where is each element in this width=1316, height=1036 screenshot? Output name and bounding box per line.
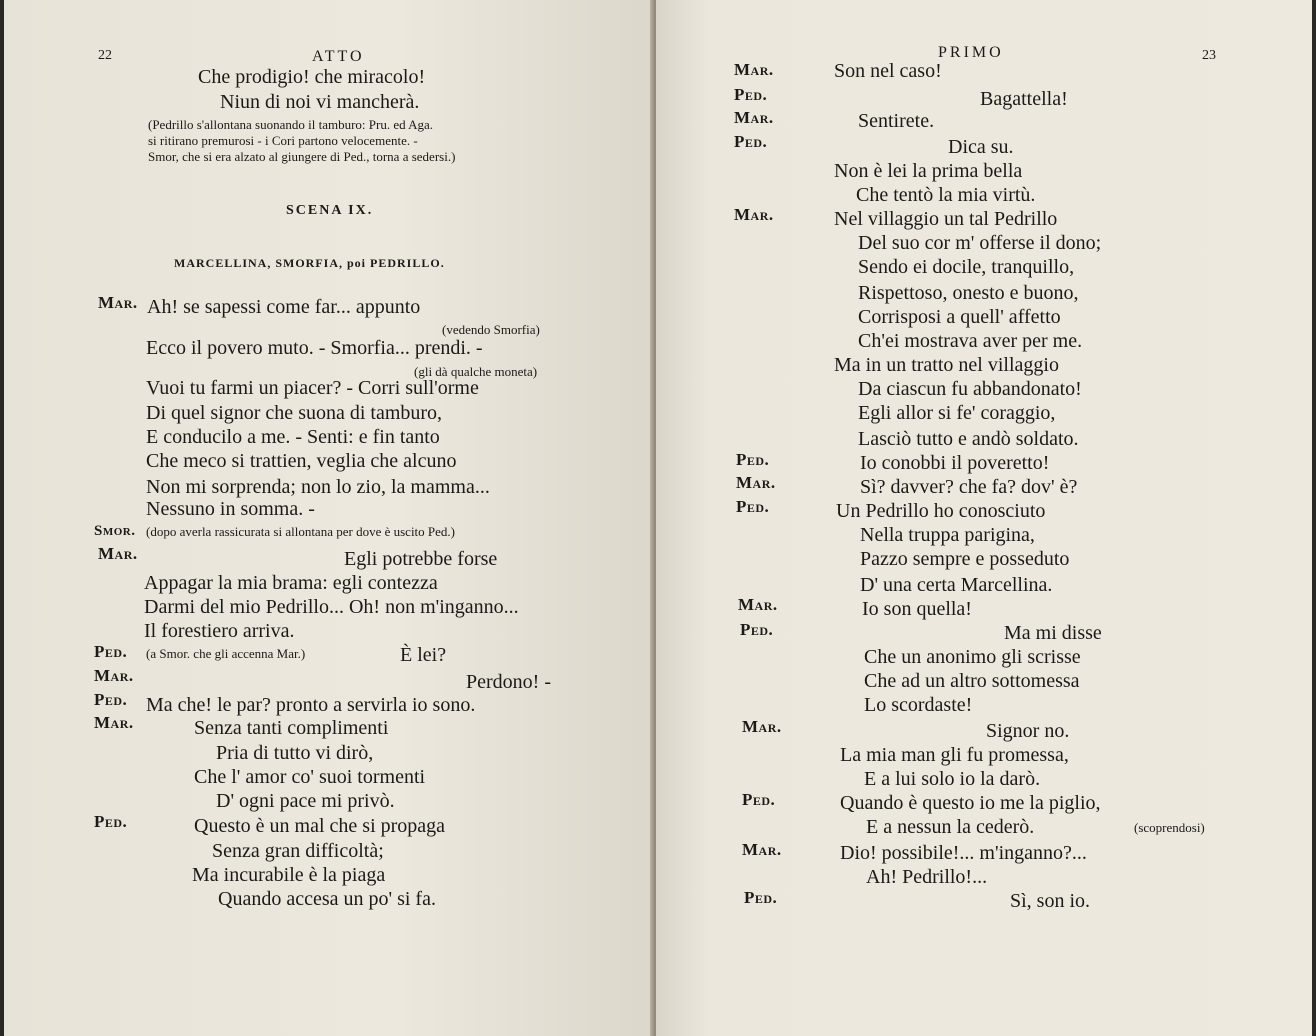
verse-line: Quando accesa un po' si fa.	[218, 888, 436, 910]
verse-line: Egli potrebbe forse	[344, 548, 498, 570]
stage-direction: (dopo averla rassicurata si allontana per dove è uscito Ped.)	[146, 524, 455, 539]
verse-line: Che meco si trattien, veglia che alcuno	[146, 450, 457, 472]
left-page	[4, 0, 654, 1036]
verse-line: Ecco il povero muto. - Smorfia... prendi. -	[146, 337, 483, 359]
verse-line: Quando è questo io me la piglio,	[840, 792, 1101, 814]
verse-line: Perdono! -	[466, 671, 551, 693]
verse-line: Che un anonimo gli scrisse	[864, 646, 1081, 668]
speaker-label: Mar.	[94, 666, 134, 685]
verse-line: Dica su.	[948, 136, 1014, 158]
speaker-label: Ped.	[736, 450, 770, 469]
verse-line: Io son quella!	[862, 598, 972, 620]
speaker-label: Mar.	[742, 840, 782, 859]
speaker-label: Ped.	[94, 812, 128, 831]
verse-line: Sì? davver? che fa? dov' è?	[860, 476, 1078, 498]
speaker-label: Smor.	[94, 523, 136, 539]
verse-line: Questo è un mal che si propaga	[194, 815, 446, 837]
speaker-label: Ped.	[94, 642, 128, 661]
running-head: PRIMO	[938, 44, 1004, 61]
stage-direction: (a Smor. che gli accenna Mar.)	[146, 646, 306, 661]
verse-line: Sentirete.	[858, 110, 935, 132]
verse-line: Sì, son io.	[1010, 890, 1091, 912]
verse-line: Pazzo sempre e posseduto	[860, 548, 1070, 570]
verse-line: D' ogni pace mi privò.	[216, 790, 395, 812]
verse-line: Che l' amor co' suoi tormenti	[194, 766, 426, 788]
verse-line: Io conobbi il poveretto!	[860, 452, 1050, 474]
verse-line: Rispettoso, onesto e buono,	[858, 282, 1079, 304]
verse-line: Niun di noi vi mancherà.	[220, 91, 420, 113]
verse-line: Appagar la mia brama: egli contezza	[144, 572, 438, 594]
verse-line: Il forestiero arriva.	[144, 620, 295, 642]
verse-line: Vuoi tu farmi un piacer? - Corri sull'orme	[146, 377, 479, 399]
speaker-label: Mar.	[734, 60, 774, 79]
speaker-label: Mar.	[742, 717, 782, 736]
speaker-label: Ped.	[744, 888, 778, 907]
verse-line: Non è lei la prima bella	[834, 160, 1023, 182]
stage-direction: (Pedrillo s'allontana suonando il tamburo: Pru. ed Aga.	[148, 117, 434, 132]
speaker-label: Mar.	[736, 473, 776, 492]
scene-heading: SCENA IX.	[286, 203, 374, 218]
verse-line: Pria di tutto vi dirò,	[216, 742, 374, 764]
verse-line: E conducilo a me. - Senti: e fin tanto	[146, 426, 440, 448]
verse-line: Che prodigio! che miracolo!	[198, 66, 426, 88]
verse-line: Son nel caso!	[834, 60, 942, 82]
stage-direction: si ritirano premurosi - i Cori partono velocemente. -	[148, 133, 418, 148]
verse-line: Da ciascun fu abbandonato!	[858, 378, 1082, 400]
cast-list: MARCELLINA, SMORFIA, poi PEDRILLO.	[174, 256, 445, 270]
verse-line: Del suo cor m' offerse il dono;	[858, 232, 1102, 254]
verse-line: E a lui solo io la darò.	[864, 768, 1041, 790]
verse-line: Dio! possibile!... m'inganno?...	[840, 842, 1087, 864]
speaker-label: Ped.	[742, 790, 776, 809]
verse-line: Darmi del mio Pedrillo... Oh! non m'inganno...	[144, 596, 519, 618]
verse-line: Ah! se sapessi come far... appunto	[147, 296, 421, 318]
verse-line: Lasciò tutto e andò soldato.	[858, 428, 1079, 450]
verse-line: Nella truppa parigina,	[860, 524, 1035, 546]
right-page	[656, 0, 1312, 1036]
verse-line: Corrisposi a quell' affetto	[858, 306, 1061, 328]
speaker-label: Mar.	[98, 293, 138, 312]
verse-line: La mia man gli fu promessa,	[840, 744, 1069, 766]
verse-line: Bagattella!	[980, 88, 1068, 110]
verse-line: Senza gran difficoltà;	[212, 840, 384, 862]
verse-line: Signor no.	[986, 720, 1070, 742]
verse-line: Sendo ei docile, tranquillo,	[858, 256, 1075, 278]
speaker-label: Ped.	[734, 132, 768, 151]
verse-line: Ma che! le par? pronto a servirla io sono.	[146, 694, 476, 716]
verse-line: Senza tanti complimenti	[194, 717, 389, 739]
speaker-label: Mar.	[734, 205, 774, 224]
verse-line: È lei?	[400, 644, 447, 666]
verse-line: Un Pedrillo ho conosciuto	[836, 500, 1046, 522]
stage-direction: (vedendo Smorfia)	[442, 322, 540, 337]
verse-line: Ah! Pedrillo!...	[866, 866, 988, 888]
speaker-label: Mar.	[738, 595, 778, 614]
verse-line: D' una certa Marcellina.	[860, 574, 1053, 596]
speaker-label: Ped.	[740, 620, 774, 639]
verse-line: Non mi sorprenda; non lo zio, la mamma...	[146, 476, 490, 498]
speaker-label: Mar.	[94, 713, 134, 732]
running-head: ATTO	[312, 48, 365, 65]
speaker-label: Ped.	[94, 690, 128, 709]
stage-direction: (gli dà qualche moneta)	[414, 364, 538, 379]
verse-line: Ma incurabile è la piaga	[192, 864, 386, 886]
verse-line: Ma mi disse	[1004, 622, 1102, 644]
speaker-label: Ped.	[734, 85, 768, 104]
stage-direction: (scoprendosi)	[1134, 820, 1205, 835]
speaker-label: Ped.	[736, 497, 770, 516]
verse-line: Ma in un tratto nel villaggio	[834, 354, 1059, 376]
speaker-label: Mar.	[98, 544, 138, 563]
verse-line: E a nessun la cederò.	[866, 816, 1035, 838]
stage-direction: Smor, che si era alzato al giungere di Ped., torna a sedersi.)	[148, 149, 456, 164]
verse-line: Nessuno in somma. -	[146, 498, 315, 520]
page-number: 22	[98, 48, 112, 63]
verse-line: Di quel signor che suona di tamburo,	[146, 402, 443, 424]
page-number: 23	[1202, 48, 1216, 63]
verse-line: Lo scordaste!	[864, 694, 973, 716]
verse-line: Egli allor si fe' coraggio,	[858, 402, 1056, 424]
verse-line: Nel villaggio un tal Pedrillo	[834, 208, 1058, 230]
verse-line: Che tentò la mia virtù.	[856, 184, 1036, 206]
verse-line: Ch'ei mostrava aver per me.	[858, 330, 1083, 352]
verse-line: Che ad un altro sottomessa	[864, 670, 1080, 692]
speaker-label: Mar.	[734, 108, 774, 127]
